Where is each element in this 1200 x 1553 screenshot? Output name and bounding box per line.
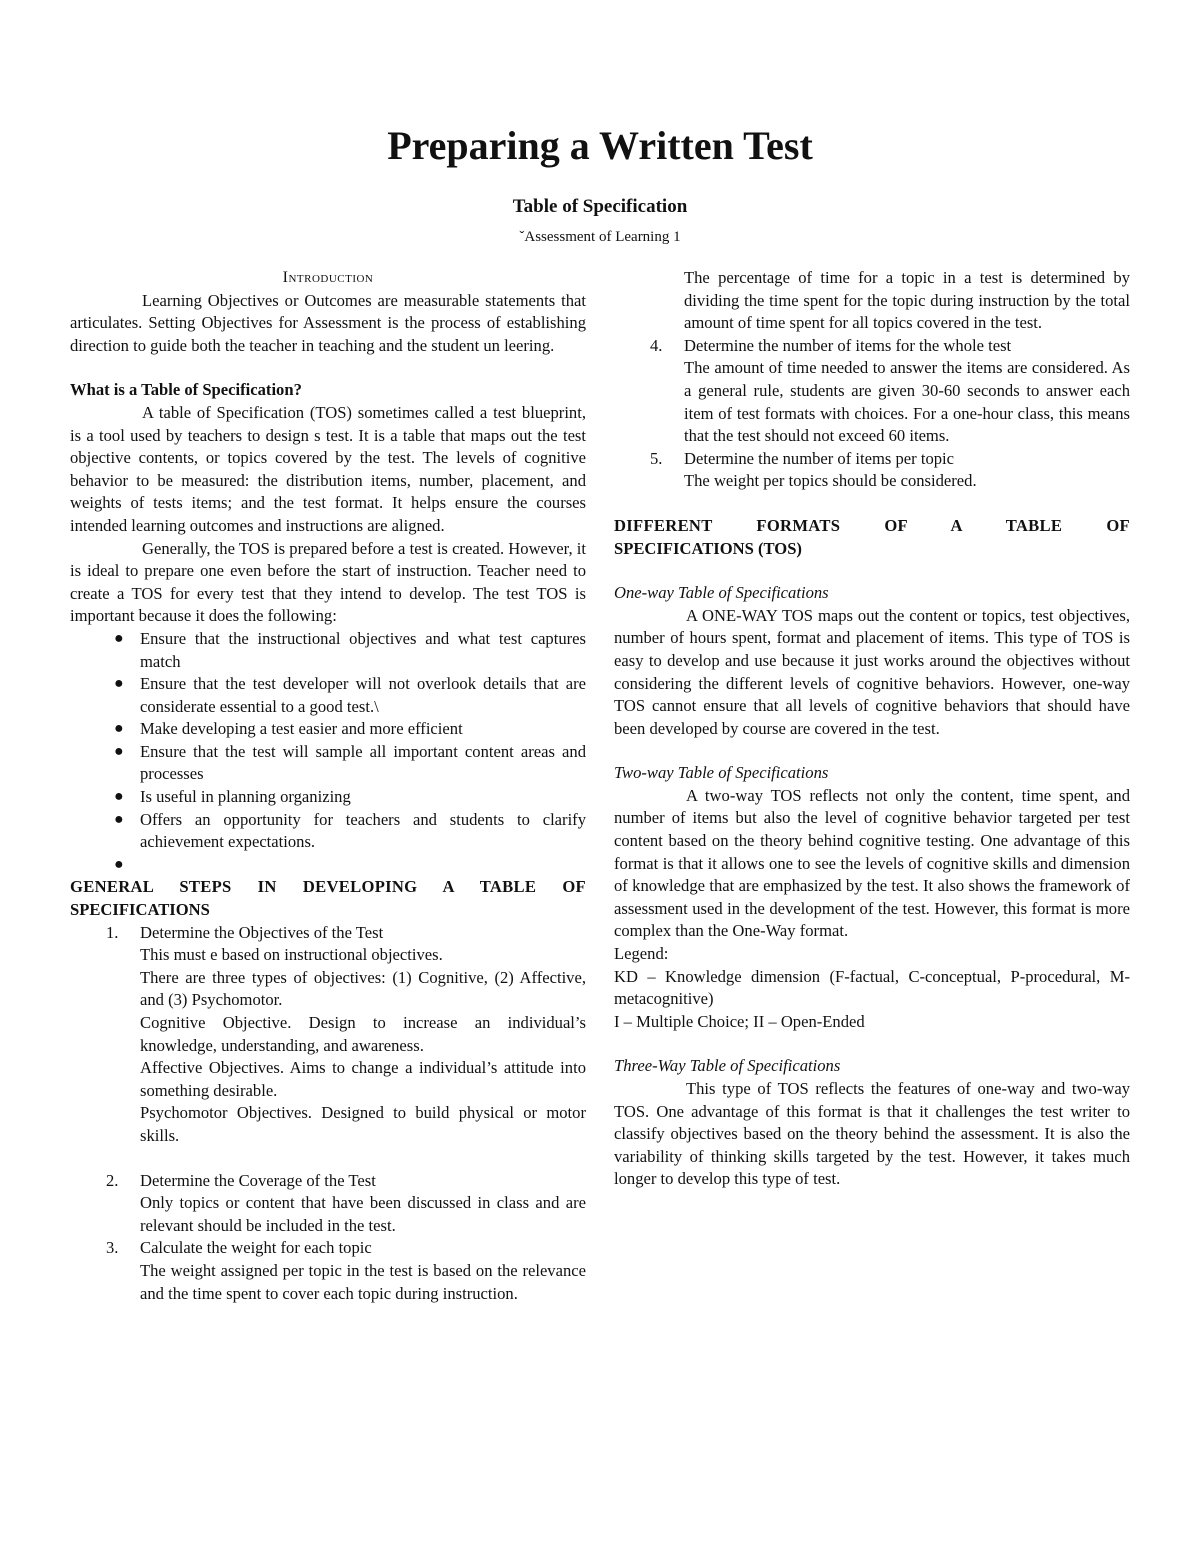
introduction-paragraph: Learning Objectives or Outcomes are measurable statements that articulates. Setting Objectives for Assessment is the process of establishing direction to guide both the teacher in teaching and the student un leering. xyxy=(70,290,586,355)
threeway-heading: Three-Way Table of Specifications xyxy=(614,1056,841,1076)
step-3-body: The weight assigned per topic in the test is based on the relevance and the time spent to cover each topic during instruction. xyxy=(140,1260,586,1303)
legend-test-formats: I – Multiple Choice; II – Open-Ended xyxy=(614,1011,865,1031)
formats-heading: DIFFERENT FORMATS OF A TABLE OF xyxy=(614,515,1130,535)
step-3-continued xyxy=(614,267,1130,335)
page-subtitle: Table of Specification xyxy=(512,196,688,217)
steps-list-continued xyxy=(614,267,1130,493)
threeway-paragraph: This type of TOS reflects the features of one-way and two-way TOS. One advantage of this format is that it challenges the test writer to classify objectives based on the theory behind the assessment. It is also the variability of thinking skills targeted by the test. However, it takes much longer to develop this type of test. xyxy=(614,1079,1130,1189)
oneway-heading: One-way Table of Specifications xyxy=(614,583,829,603)
bullet-icon: ● xyxy=(114,742,124,760)
formats-heading-line-2: SPECIFICATIONS (TOS) xyxy=(614,538,802,558)
step-5-title: Determine the number of items per topic xyxy=(684,448,955,468)
step-4-title: Determine the number of items for the whole test xyxy=(684,335,1012,355)
step-1-line: Cognitive Objective. Design to increase an individual’s knowledge, understanding, and awareness. xyxy=(140,1013,586,1055)
steps-heading-line-2: SPECIFICATIONS xyxy=(70,900,210,920)
tos-paragraph-2: Generally, the TOS is prepared before a test is created. However, it is ideal to prepare one even before the start of instruction. Teacher need to create a TOS for every test that they intend to develop. The test TOS is important because it does the following: xyxy=(70,538,586,626)
list-item xyxy=(70,854,586,877)
step-3: 3. Calculate the weight for each topic The weight assigned per topic in the test is based on the relevance and the time spent to cover each topic during instruction. xyxy=(70,1237,586,1305)
legend-label: Legend: xyxy=(614,944,669,964)
steps-list xyxy=(70,922,586,1306)
step-1-line: There are three types of objectives: (1) Cognitive, (2) Affective, and (3) Psychomotor. xyxy=(140,967,586,1010)
bullet-icon: ● xyxy=(114,810,124,828)
list-item: ● Is useful in planning organizing xyxy=(70,786,586,809)
bullet-icon: ● xyxy=(114,629,124,647)
twoway-heading: Two-way Table of Specifications xyxy=(614,763,829,783)
course-name: ˇAssessment of Learning 1 xyxy=(519,229,681,245)
list-item: ● Ensure that the test will sample all important content areas and processes xyxy=(114,741,586,784)
step-3-continued-body: The percentage of time for a topic in a test is determined by dividing the time spent for the topic during instruction by the total amount of time spent for all topics covered in the test. xyxy=(684,268,1130,333)
step-3-title: Calculate the weight for each topic xyxy=(140,1238,372,1258)
list-item: ● Offers an opportunity for teachers and students to clarify achievement expectations. xyxy=(114,809,586,852)
step-1-line: Affective Objectives. Aims to change a individual’s attitude into something desirable. xyxy=(140,1058,586,1100)
tos-heading: What is a Table of Specification? xyxy=(70,380,302,400)
list-item: ● Ensure that the test developer will not overlook details that are considerate essential to a good test.\ xyxy=(114,674,586,716)
step-1-line: Psychomotor Objectives. Designed to build physical or motor skills. xyxy=(140,1103,586,1145)
step-4: 4. Determine the number of items for the whole test The amount of time needed to answer the items are considered. As a general rule, students are given 30-60 seconds to answer each item of test formats with choices. For a one-hour class, this means that the test should not exceed 60 items. xyxy=(614,335,1130,448)
twoway-paragraph: A two-way TOS reflects not only the content, time spent, and number of items but also the level of cognitive behavior targeted per test content based on the theory behind cognitive testing. One advantage of this format is that it allows one to see the levels of cognitive skills and dimension of knowledge that are emphasized by the test. It also shows the framework of assessment used in the development of the test. However, this format is more complex than the One-Way format. xyxy=(614,785,1130,941)
list-item: ● Ensure that the instructional objectives and what test captures match xyxy=(114,628,586,671)
step-1-title: Determine the Objectives of the Test xyxy=(140,922,384,942)
steps-heading: GENERAL STEPS IN DEVELOPING A TABLE OF xyxy=(70,877,586,897)
oneway-paragraph: A ONE-WAY TOS maps out the content or topics, test objectives, number of hours spent, format and placement of items. This type of TOS is easy to develop and use because it just works around the objectives without considering the different levels of cognitive behaviors. However, one-way TOS cannot ensure that all levels of cognitive behaviors that should have been developed by course are covered in the test. xyxy=(614,605,1130,738)
tos-benefits-list xyxy=(70,628,586,877)
list-item: ● Make developing a test easier and more efficient xyxy=(70,718,586,741)
step-5-body: The weight per topics should be considered. xyxy=(684,471,977,491)
step-2: 2. Determine the Coverage of the Test Only topics or content that have been discussed in class and are relevant should be included in the test. xyxy=(70,1170,586,1238)
step-5: 5. Determine the number of items per topic The weight per topics should be considered. xyxy=(614,448,1130,493)
step-4-body: The amount of time needed to answer the items are considered. As a general rule, students are given 30-60 seconds to answer each item of test formats with choices. For a one-hour class, this means that the test should not exceed 60 items. xyxy=(684,358,1130,446)
step-2-body: Only topics or content that have been discussed in class and are relevant should be included in the test. xyxy=(140,1193,586,1235)
legend-knowledge-dimension: KD – Knowledge dimension (F-factual, C-conceptual, P-procedural, M-metacognitive) xyxy=(614,966,1130,1009)
right-column xyxy=(614,267,1130,1191)
bullet-icon: ● xyxy=(114,788,124,806)
bullet-icon: ● xyxy=(114,720,124,738)
step-1: 1. Determine the Objectives of the Test This must e based on instructional objectives. There are three types of objectives: (1) Cognitive, (2) Affective, and (3) Psychomotor. Cognitive Objective. Design to increase an individual’s knowledge, understanding, and awareness. Affective Objectives. Aims to change a individual’s attitude into something desirable. Psychomotor Objectives. Designed to build physical or motor skills. xyxy=(70,922,586,1170)
tos-paragraph-1: A table of Specification (TOS) sometimes called a test blueprint, is a tool used by teachers to design s test. It is a table that maps out the test objective contents, or topics covered by the test. The levels of cognitive behavior to be measured: the distribution items, number, placement, and weights of tests items; and the test format. It helps ensure the courses intended learning outcomes and instructions are aligned. xyxy=(70,402,586,535)
introduction-heading: Introduction xyxy=(282,269,374,286)
bullet-icon: ● xyxy=(114,855,124,873)
bullet-icon: ● xyxy=(114,675,124,693)
page-title: Preparing a Written Test xyxy=(387,123,813,168)
left-column xyxy=(70,267,586,1305)
step-2-title: Determine the Coverage of the Test xyxy=(140,1170,376,1190)
step-1-line: This must e based on instructional objectives. xyxy=(140,945,443,965)
